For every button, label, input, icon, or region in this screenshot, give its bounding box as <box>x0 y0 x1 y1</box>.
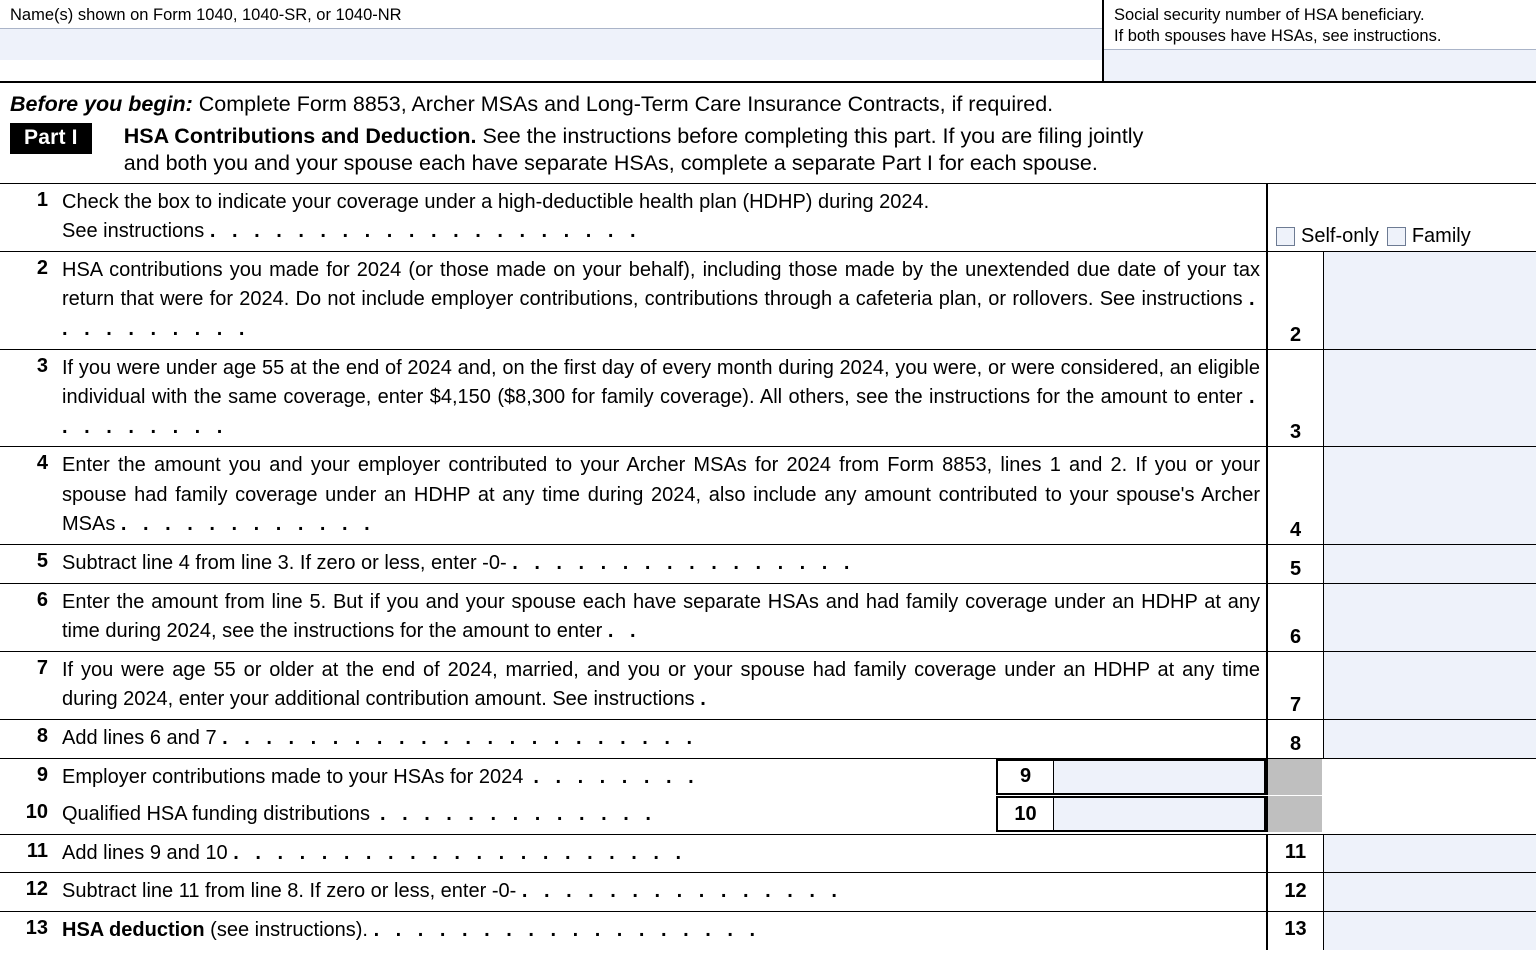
line-9-text <box>62 759 996 797</box>
line-3-amount-input[interactable] <box>1324 350 1536 447</box>
line-6-number: 6 <box>36 588 48 611</box>
line-10-text <box>62 796 996 834</box>
line-7-leader: . <box>700 688 712 711</box>
line-2-amount-cell <box>1266 252 1536 349</box>
line-10-amount-cell <box>996 796 1266 832</box>
line-13-amount-input[interactable] <box>1324 912 1536 950</box>
line-13-amount-number: 13 <box>1268 912 1324 950</box>
line-11-leader: . . . . . . . . . . . . . . . . . . . . . <box>233 841 687 864</box>
line-7-amount-input[interactable] <box>1324 652 1536 719</box>
name-field-label: Name(s) shown on Form 1040, 1040-SR, or 1040-NR <box>10 6 402 24</box>
line-4-amount-number: 4 <box>1268 447 1324 544</box>
line-10-number: 10 <box>25 801 48 824</box>
ssn-input[interactable] <box>1104 49 1536 81</box>
line-5-text <box>62 545 1266 583</box>
checkbox-self-only[interactable] <box>1276 227 1295 246</box>
name-field-block <box>0 0 1104 81</box>
line-7-body: If you were age 55 or older at the end of 2024, married, and you or your spouse had family coverage under an HDHP at any time during 2024, enter your additional contribution amount. See instructions <box>62 658 1260 711</box>
line-1-leader: . . . . . . . . . . . . . . . . . . . . <box>209 220 642 243</box>
line-12-leader: . . . . . . . . . . . . . . . <box>521 880 843 903</box>
line-10-amount-number: 10 <box>998 798 1054 830</box>
line-5-number: 5 <box>36 550 48 573</box>
line-13-body-bold: HSA deduction <box>62 919 205 941</box>
checkbox-self-only-label: Self-only <box>1301 224 1379 247</box>
line-9-gray-cell <box>1266 759 1322 795</box>
part-one-description <box>124 123 1144 176</box>
line-7-amount-cell <box>1266 652 1536 719</box>
part-one-desc-1: See the instructions before completing this part. If you are filing jointly <box>482 124 1144 149</box>
line-3-text <box>62 350 1266 447</box>
line-13-number: 13 <box>25 917 48 939</box>
line-6-amount-number: 6 <box>1268 584 1324 651</box>
line-4-amount-cell <box>1266 447 1536 544</box>
line-12-number: 12 <box>25 878 48 901</box>
checkbox-family[interactable] <box>1387 227 1406 246</box>
line-13-text <box>62 912 1266 950</box>
line-2 <box>0 252 1536 350</box>
line-6-leader: . . <box>607 620 642 643</box>
line-1-checkbox-area <box>1266 184 1536 251</box>
line-2-text <box>62 252 1266 349</box>
line-4-body: Enter the amount you and your employer contributed to your Archer MSAs for 2024 from Form 8853, lines 1 and 2. If you or your spouse had family coverage under an HDHP at any time during 2024, also include any amount contributed to your spouse's Archer MSAs <box>62 454 1260 536</box>
part-one-tag: Part I <box>10 123 92 154</box>
line-8-amount-cell <box>1266 720 1536 758</box>
line-6-text <box>62 584 1266 651</box>
ssn-field-label <box>1104 0 1536 49</box>
line-8-leader: . . . . . . . . . . . . . . . . . . . . . . <box>222 727 698 750</box>
line-7-number: 7 <box>36 656 48 679</box>
line-8-text <box>62 720 1266 758</box>
form-header <box>0 0 1536 83</box>
line-5-body: Subtract line 4 from line 3. If zero or less, enter -0- <box>62 552 507 575</box>
line-11-body: Add lines 9 and 10 <box>62 841 228 864</box>
line-1-text-a: Check the box to indicate your coverage under a high-deductible health plan (HDHP) during 2024. <box>62 190 930 213</box>
part-one-header <box>0 123 1536 182</box>
line-1 <box>0 184 1536 252</box>
line-11-text <box>62 835 1266 873</box>
line-10-gray-cell <box>1266 796 1322 832</box>
line-13-amount-cell <box>1266 912 1536 950</box>
line-3-number: 3 <box>36 354 48 377</box>
line-11-number: 11 <box>26 839 48 862</box>
line-6-amount-cell <box>1266 584 1536 651</box>
line-11-amount-cell <box>1266 835 1536 873</box>
line-6-body: Enter the amount from line 5. But if you and your spouse each have separate HSAs and had family coverage under an HDHP at any time during 2024, see the instructions for the amount to enter <box>62 590 1260 643</box>
line-5-amount-number: 5 <box>1268 545 1324 583</box>
line-5-amount-cell <box>1266 545 1536 583</box>
line-7 <box>0 652 1536 720</box>
line-9 <box>0 759 1536 797</box>
line-10-leader: . . . . . . . . . . . . . <box>379 803 657 826</box>
line-12-body: Subtract line 11 from line 8. If zero or less, enter -0- <box>62 880 517 903</box>
ssn-label-line-1: Social security number of HSA beneficiary. <box>1114 6 1425 24</box>
line-10-body: Qualified HSA funding distributions <box>62 803 370 826</box>
line-6 <box>0 584 1536 652</box>
line-7-text <box>62 652 1266 719</box>
before-you-begin <box>0 83 1536 123</box>
line-4-leader: . . . . . . . . . . . . <box>120 513 376 536</box>
line-12 <box>0 873 1536 912</box>
line-12-amount-cell <box>1266 873 1536 911</box>
line-10 <box>0 796 1536 835</box>
part-one-desc-2: and both you and your spouse each have separate HSAs, complete a separate Part I for each spouse. <box>123 150 1098 175</box>
before-you-begin-text: Complete Form 8853, Archer MSAs and Long-Term Care Insurance Contracts, if required. <box>198 92 1054 117</box>
line-9-amount-input[interactable] <box>1054 761 1264 793</box>
line-2-leader: . . . . . . . . . . <box>62 288 1260 340</box>
line-8-amount-input[interactable] <box>1324 720 1536 758</box>
line-11-amount-input[interactable] <box>1324 835 1536 873</box>
line-9-amount-cell <box>996 759 1266 795</box>
line-9-amount-number: 9 <box>998 761 1054 793</box>
line-1-family-option[interactable] <box>1379 225 1471 248</box>
line-3-leader: . . . . . . . . . <box>62 386 1260 438</box>
line-7-amount-number: 7 <box>1268 652 1324 719</box>
line-3 <box>0 350 1536 448</box>
line-8 <box>0 720 1536 759</box>
line-4 <box>0 447 1536 545</box>
line-3-amount-cell <box>1266 350 1536 447</box>
line-1-text <box>62 184 1266 251</box>
form-lines <box>0 183 1536 950</box>
line-9-body: Employer contributions made to your HSAs for 2024 <box>62 765 524 788</box>
line-9-leader: . . . . . . . . <box>533 765 700 788</box>
line-8-amount-number: 8 <box>1268 720 1324 758</box>
line-4-amount-input[interactable] <box>1324 447 1536 544</box>
line-12-amount-number: 12 <box>1268 873 1324 911</box>
before-you-begin-label: Before you begin: <box>10 92 193 117</box>
line-11-amount-number: 11 <box>1268 835 1324 873</box>
line-5 <box>0 545 1536 584</box>
line-13-body: (see instructions). <box>210 919 368 941</box>
ssn-field-block <box>1104 0 1536 81</box>
line-5-leader: . . . . . . . . . . . . . . . . <box>512 552 855 575</box>
line-2-amount-input[interactable] <box>1324 252 1536 349</box>
line-2-body: HSA contributions you made for 2024 (or those made on your behalf), including those made by the unextended due date of your tax return that were for 2024. Do not include employer contributions, contributions through a cafeteria plan, or rollovers. See instructions <box>62 258 1260 311</box>
line-9-number: 9 <box>36 763 48 786</box>
line-10-amount-input[interactable] <box>1054 798 1264 830</box>
line-1-number: 1 <box>36 188 48 211</box>
checkbox-family-label: Family <box>1411 224 1471 247</box>
part-one-title: HSA Contributions and Deduction. <box>123 124 477 149</box>
line-12-text <box>62 873 1266 911</box>
line-4-number: 4 <box>36 452 48 475</box>
line-3-body: If you were under age 55 at the end of 2024 and, on the first day of every month during 2024, you were, or were considered, an eligible individual with the same coverage, enter $4,150 ($8,300 for family coverage). All others, see the instructions for the amount to enter <box>62 356 1260 409</box>
line-5-amount-input[interactable] <box>1324 545 1536 583</box>
line-1-self-only-option[interactable] <box>1268 225 1379 248</box>
line-13-leader: . . . . . . . . . . . . . . . . . . <box>373 919 761 941</box>
line-2-amount-number: 2 <box>1268 252 1324 349</box>
line-12-amount-input[interactable] <box>1324 873 1536 911</box>
name-input[interactable] <box>0 28 1102 60</box>
line-6-amount-input[interactable] <box>1324 584 1536 651</box>
line-8-body: Add lines 6 and 7 <box>62 727 217 750</box>
line-11 <box>0 835 1536 874</box>
line-4-text <box>62 447 1266 544</box>
line-2-number: 2 <box>36 256 48 279</box>
line-1-text-b: See instructions <box>62 220 205 243</box>
ssn-label-line-2: If both spouses have HSAs, see instructions. <box>1114 27 1442 46</box>
line-13 <box>0 912 1536 950</box>
line-3-amount-number: 3 <box>1268 350 1324 447</box>
line-8-number: 8 <box>36 725 48 748</box>
